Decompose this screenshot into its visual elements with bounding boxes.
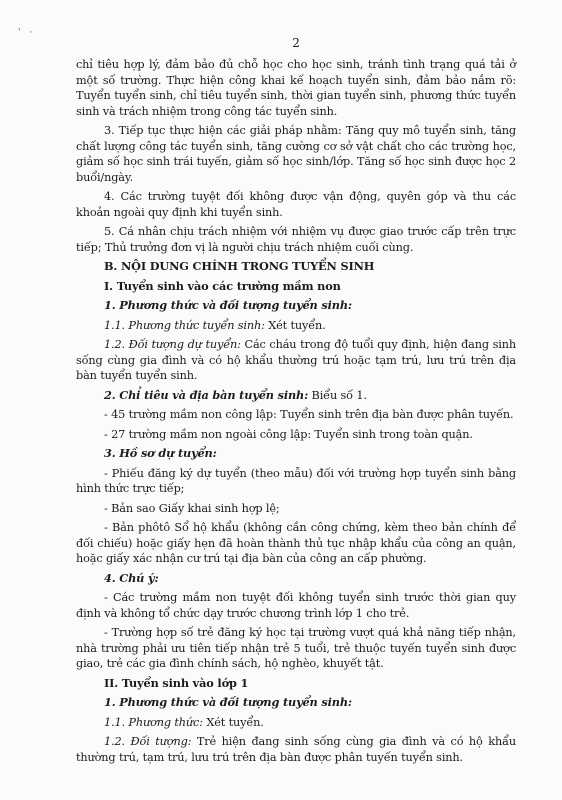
item-i-2-a: - 45 trường mầm non công lập: Tuyển sinh trên địa bàn được phân tuyến. xyxy=(104,408,514,421)
item-i-3-b: - Bản sao Giấy khai sinh hợp lệ; xyxy=(104,501,280,515)
paragraph-5: 5. Cá nhân chịu trách nhiệm với nhiệm vụ được giao trước cấp trên trực tiếp; Thủ trưởng đơn vị là người chịu trách nhiệm cuối cùng. xyxy=(76,225,516,254)
page-number: 2 xyxy=(292,36,300,50)
section-i-heading: I. Tuyển sinh vào các trường mầm non xyxy=(104,278,341,293)
item-ii-1-1-label: 1.1. Phương thức: xyxy=(104,715,203,729)
item-ii-1-2-label: 1.2. Đối tượng: xyxy=(104,735,192,748)
corner-marks: ' · xyxy=(18,28,36,38)
section-b-heading: B. NỘI DUNG CHÍNH TRONG TUYỂN SINH xyxy=(104,259,375,273)
item-i-1-2 xyxy=(76,337,516,384)
paragraph-intro: chỉ tiêu hợp lý, đảm bảo đủ chỗ học cho học sinh, tránh tình trạng quá tải ở một số trường. Thực hiện công khai kế hoạch tuyển sinh, đảm bảo nắm rõ: Tuyển tuyển sinh, chỉ tiêu tuyển sinh, thời gian tuyển sinh, phương thức tuyển sinh và trách nhiệm trong công tác tuyển sinh. xyxy=(76,58,516,118)
section-ii-1-heading: 1. Phương thức và đối tượng tuyển sinh: xyxy=(104,695,352,709)
paragraph-4: 4. Các trường tuyệt đối không được vận động, quyên góp và thu các khoản ngoài quy định khi tuyển sinh. xyxy=(76,190,516,219)
item-ii-1-2 xyxy=(76,734,516,765)
item-i-2-b: - 27 trường mầm non ngoài công lập: Tuyển sinh trong toàn quận. xyxy=(104,427,473,441)
section-i-4-heading: 4. Chú ý: xyxy=(104,570,159,585)
item-ii-1-1-text: Xét tuyển. xyxy=(202,715,264,729)
item-ii-1-1 xyxy=(76,715,516,731)
section-ii-heading: II. Tuyển sinh vào lớp 1 xyxy=(104,675,249,690)
item-i-1-2-label: 1.2. Đối tượng dự tuyển: xyxy=(104,338,241,351)
section-i-2-heading: 2. Chỉ tiêu và địa bàn tuyển sinh: xyxy=(104,387,309,402)
item-ii-1-2-text: Trẻ hiện đang sinh sống cùng gia đình và có hộ khẩu thường trú, tạm trú, lưu trú trên địa bàn được phân tuyến tuyển sinh. xyxy=(76,735,516,764)
section-i-2-text: Biểu số 1. xyxy=(308,388,367,402)
section-i-3-heading: 3. Hồ sơ dự tuyển: xyxy=(104,446,217,460)
section-i-2 xyxy=(76,388,516,404)
item-i-3-a: - Phiếu đăng ký dự tuyển (theo mẫu) đối với trường hợp tuyển sinh bằng hình thức trực tiếp; xyxy=(76,466,516,495)
item-i-4-a: - Các trường mầm non tuyệt đối không tuyển sinh trước thời gian quy định và không tổ chức dạy trước chương trình lớp 1 cho trẻ. xyxy=(76,591,516,620)
item-i-1-1-text: Xét tuyển. xyxy=(264,318,326,332)
item-i-1-1 xyxy=(76,318,516,334)
item-i-1-2-text: Các cháu trong độ tuổi quy định, hiện đang sinh sống cùng gia đình và có hộ khẩu thường trú hoặc tạm trú, lưu trú trên địa bàn tuyển tuyển sinh. xyxy=(76,338,517,382)
document-body xyxy=(76,57,516,769)
item-i-3-c: - Bản phôtô Sổ hộ khẩu (không cần công chứng, kèm theo bản chính để đối chiếu) hoặc giấy hẹn đã hoàn thành thủ tục nhập khẩu của công an quận, hoặc giấy xác nhận cư trú tại địa bàn của công an cấp phường. xyxy=(76,521,516,565)
item-i-4-b: - Trường hợp số trẻ đăng ký học tại trường vượt quá khả năng tiếp nhận, nhà trường phải ưu tiên tiếp nhận trẻ 5 tuổi, trẻ thuộc tuyến tuyển sinh được giao, trẻ các gia đình chính sách, hộ nghèo, khuyết tật. xyxy=(76,626,516,670)
paragraph-3: 3. Tiếp tục thực hiện các giải pháp nhằm: Tăng quy mô tuyển sinh, tăng chất lượng công tác tuyển sinh, tăng cường cơ sở vật chất cho các trường học, giảm số học sinh trái tuyến, giảm số học sinh/lớp. Tăng số học sinh được học 2 buổi/ngày. xyxy=(76,124,516,184)
item-i-1-1-label: 1.1. Phương thức tuyển sinh: xyxy=(104,318,265,332)
section-i-1-heading: 1. Phương thức và đối tượng tuyển sinh: xyxy=(104,298,352,312)
